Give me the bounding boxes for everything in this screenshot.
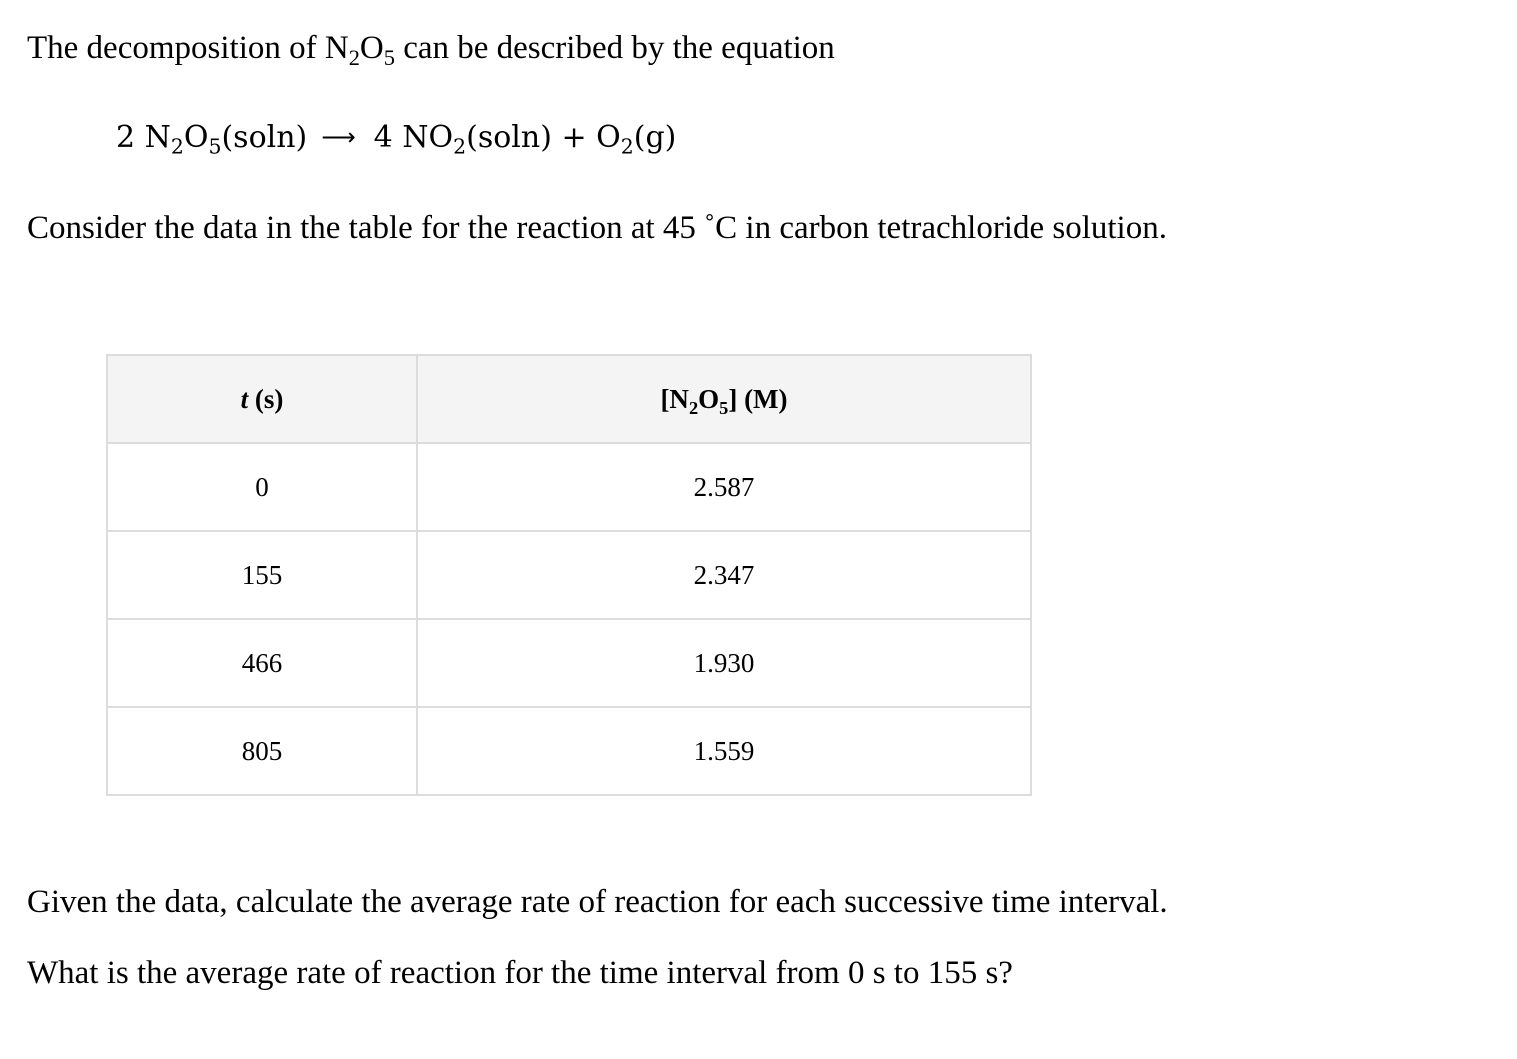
subscript: 5 (383, 45, 395, 71)
time-cell: 805 (107, 707, 417, 795)
time-cell: 0 (107, 443, 417, 531)
intro-text-part: The decomposition of N (27, 30, 349, 66)
subscript: 2 (170, 134, 184, 159)
subscript: 2 (453, 134, 467, 159)
phase-label: (soln) (221, 120, 308, 155)
chemical-equation (116, 117, 676, 158)
time-cell: 155 (107, 531, 417, 619)
element-symbol: O (596, 120, 621, 155)
intro-text-part: O (359, 30, 384, 66)
consider-text: Consider the data in the table for the reaction at 45 ˚C in carbon tetrachloride solution. (27, 210, 1167, 246)
element-symbol: O (183, 120, 209, 155)
intro-text (27, 28, 835, 71)
header-concentration (417, 355, 1031, 443)
concentration-cell: 1.559 (417, 707, 1031, 795)
header-part: O (698, 383, 720, 414)
element-symbol: NO (402, 120, 454, 155)
concentration-cell: 1.930 (417, 619, 1031, 707)
table-row (107, 443, 1031, 531)
subscript: 5 (208, 134, 222, 159)
table-row (107, 707, 1031, 795)
phase-label: (soln) (466, 120, 552, 155)
subscript: 2 (348, 45, 360, 71)
concentration-cell: 2.347 (417, 531, 1031, 619)
instruction-text: Given the data, calculate the average rate of reaction for each successive time interval. (27, 884, 1168, 920)
concentration-cell: 2.587 (417, 443, 1031, 531)
subscript: 5 (719, 397, 729, 418)
time-cell: 466 (107, 619, 417, 707)
table-row (107, 619, 1031, 707)
coefficient: 2 (116, 120, 136, 155)
coefficient: 4 (373, 120, 393, 155)
element-symbol: N (144, 120, 171, 155)
data-table (106, 354, 1032, 796)
intro-text-part: can be described by the equation (394, 30, 835, 66)
subscript: 2 (688, 397, 699, 418)
plus-sign: + (561, 120, 587, 155)
reaction-arrow-icon: ⟶ (321, 123, 356, 151)
phase-label: (g) (633, 120, 677, 155)
time-variable: t (240, 383, 249, 414)
header-part: [N (660, 383, 689, 414)
time-unit: (s) (248, 383, 284, 414)
header-time (107, 355, 417, 443)
header-part: ] (M) (728, 383, 788, 414)
table-row (107, 531, 1031, 619)
subscript: 2 (620, 134, 634, 159)
table-header-row (107, 355, 1031, 443)
question-text: What is the average rate of reaction for the time interval from 0 s to 155 s? (27, 955, 1013, 991)
